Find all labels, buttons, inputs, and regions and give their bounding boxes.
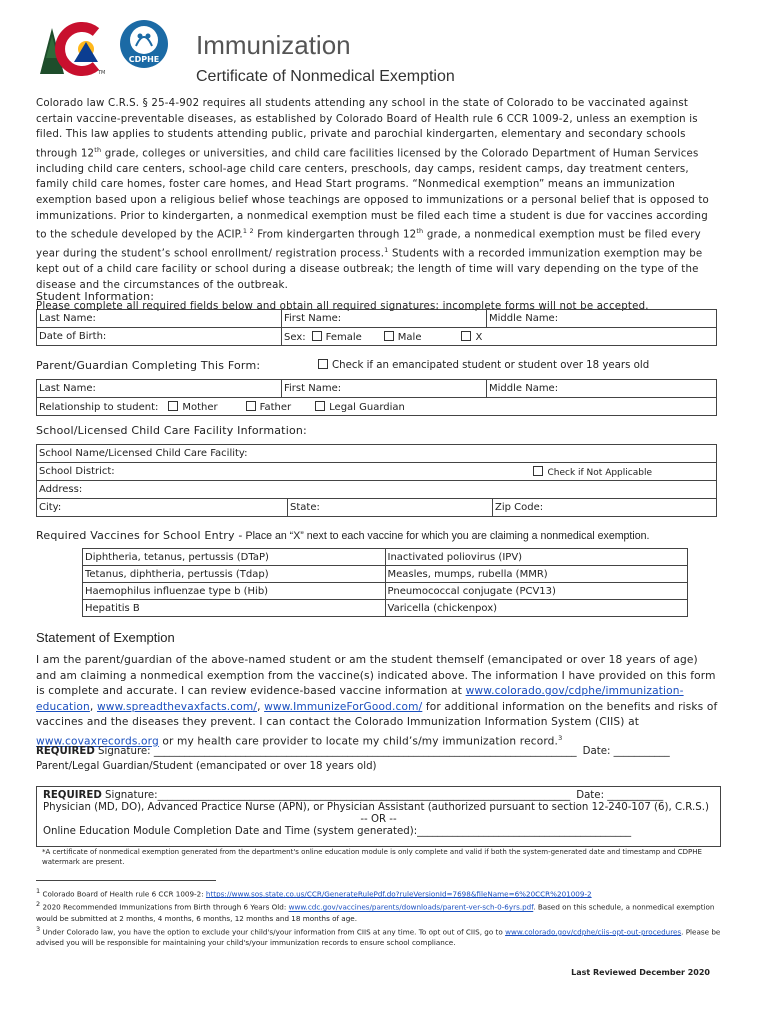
school-name-field[interactable]: School Name/Licensed Child Care Facility: bbox=[37, 445, 717, 463]
male-checkbox[interactable] bbox=[384, 331, 394, 341]
not-applicable-option bbox=[527, 466, 652, 478]
male-label: Male bbox=[397, 331, 422, 343]
cdc-schedule-link[interactable]: www.cdc.gov/vaccines/parents/downloads/parent-ver-sch-0-6yrs.pdf bbox=[288, 902, 534, 912]
student-middle-name-field[interactable]: Middle Name: bbox=[487, 310, 717, 328]
parent-signature-line[interactable] bbox=[36, 746, 726, 757]
statement-part: , bbox=[89, 700, 97, 713]
immunization-education-link[interactable]: www.colorado.gov/cdphe/immunization-education bbox=[36, 685, 684, 713]
footnote-2 bbox=[36, 899, 726, 923]
board-of-health-link[interactable]: https://www.sos.state.co.us/CCR/GenerateRulePdf.do?ruleVersionId=7698&fileName=6%20CCR%201009-2 bbox=[205, 889, 592, 899]
provider-signature-box bbox=[36, 786, 721, 847]
parent-signature-block bbox=[36, 746, 726, 772]
footnote-1 bbox=[36, 886, 726, 899]
signature-date: Date: ___________ bbox=[582, 746, 670, 757]
school-heading: School/Licensed Child Care Facility Information: bbox=[36, 424, 307, 437]
vaccine-ipv[interactable]: Inactivated poliovirus (IPV) bbox=[385, 549, 688, 566]
intro-part: Colorado law C.R.S. § 25-4-902 requires all students attending any school in the state of Colorado to be vaccinated against certain vaccine-preventable diseases, as established by Colorado Board of Health rule 6 CCR 1009-2, unless an exemption is filed. This law applies to students attending public, private and parochial kindergarten, elementary and secondary schools through 12 bbox=[36, 98, 698, 160]
statement-part: , bbox=[257, 700, 265, 713]
female-checkbox[interactable] bbox=[312, 331, 322, 341]
ciis-opt-out-link[interactable]: www.colorado.gov/cdphe/ciis-opt-out-procedures bbox=[505, 927, 682, 937]
legal-guardian-label: Legal Guardian bbox=[329, 401, 405, 413]
student-sex-field bbox=[282, 328, 717, 346]
x-label: X bbox=[475, 331, 483, 343]
mother-label: Mother bbox=[182, 401, 218, 413]
statement-heading: Statement of Exemption bbox=[36, 630, 175, 645]
footnote-ref: 1 2 bbox=[242, 227, 254, 236]
vaccine-pcv13[interactable]: Pneumococcal conjugate (PCV13) bbox=[385, 583, 688, 600]
parent-last-name-field[interactable]: Last Name: bbox=[37, 380, 282, 398]
not-applicable-checkbox[interactable] bbox=[533, 466, 543, 476]
parent-heading: Parent/Guardian Completing This Form: bbox=[36, 359, 261, 372]
required-label: REQUIRED bbox=[36, 746, 95, 757]
footnote-divider bbox=[36, 880, 216, 881]
superscript: th bbox=[94, 145, 102, 154]
parent-middle-name-field[interactable]: Middle Name: bbox=[487, 380, 717, 398]
intro-paragraph bbox=[36, 96, 716, 293]
footnote-number: 1 bbox=[36, 887, 41, 895]
footnote-text: Colorado Board of Health rule 6 CCR 1009-2: bbox=[42, 889, 206, 899]
statement-text bbox=[36, 653, 721, 750]
address-field[interactable]: Address: bbox=[37, 481, 717, 499]
father-label: Father bbox=[259, 401, 292, 413]
intro-part: grade, colleges or universities, and child care facilities licensed by the Colorado Department of Human Services including child care centers, school-age child care centers, preschools, day camps, resident camps, day treatment centers, family child care homes, foster care homes, and Head Start programs. “Nonmedical exemption” means an immunization exemption based upon a religious belief whose teachings are opposed to immunizations or a personal belief that is opposed to immunizations. Prior to kindergarten, a nonmedical exemption must be filed each time a student is due for vaccines according to the schedule developed by the ACIP. bbox=[36, 148, 709, 241]
female-label: Female bbox=[325, 331, 362, 343]
last-reviewed: Last Reviewed December 2020 bbox=[571, 968, 710, 977]
city-field[interactable]: City: bbox=[37, 499, 288, 517]
parent-first-name-field[interactable]: First Name: bbox=[282, 380, 487, 398]
school-district-label: School District: bbox=[39, 466, 115, 477]
footnote-text: 2020 Recommended Immunizations from Birth through 6 Years Old: bbox=[42, 902, 289, 912]
vaccine-hib[interactable]: Haemophilus influenzae type b (Hib) bbox=[83, 583, 386, 600]
footnote-ref: 3 bbox=[558, 733, 563, 742]
signature-label: Signature:_________________________________________________________________________________ bbox=[101, 790, 571, 801]
intro-part: From kindergarten through 12 bbox=[253, 229, 417, 241]
provider-signature-line[interactable] bbox=[37, 787, 720, 801]
statement-part: I am the parent/guardian of the above-named student or am the student themself (emancipated or over 18 years of age) and am claiming a nonmedical exemption from the vaccine(s) indicated above. The information I have provided on this form is complete and accurate. I can review evidence-based vaccine information at bbox=[36, 654, 716, 698]
relationship-label: Relationship to student: bbox=[39, 401, 159, 413]
footnote-text: . Based on this schedule, a nonmedical exemption would be submitted at 2 months, 4 months, 6 months, 12 months and 18 months of age. bbox=[36, 902, 715, 923]
student-dob-field[interactable]: Date of Birth: bbox=[37, 328, 282, 346]
x-checkbox[interactable] bbox=[461, 331, 471, 341]
relationship-field bbox=[37, 398, 717, 416]
footnote-ref: 1 bbox=[384, 246, 389, 255]
svg-text:TM: TM bbox=[98, 70, 106, 76]
vaccine-dtap[interactable]: Diphtheria, tetanus, pertussis (DTaP) bbox=[83, 549, 386, 566]
vaccines-instruction: Place an “X” next to each vaccine for which you are claiming a nonmedical exemption. bbox=[242, 530, 650, 542]
vaccine-hepb[interactable]: Hepatitis B bbox=[83, 600, 386, 617]
footnote-text: . Please be advised you will be responsible for maintaining your child's/your immunization records to ensure school compliance. bbox=[36, 927, 721, 948]
instructions-text: Please complete all required fields below and obtain all required signatures; incomplete forms will not be accepted. bbox=[36, 301, 649, 313]
intro-part: Students with a recorded immunization exemption may be kept out of a child care facility or school during a disease outbreak; the length of time will vary depending on the type of the disease and the circumstances of the outbreak. bbox=[36, 248, 703, 291]
page-title: Immunization bbox=[196, 30, 351, 60]
parent-signature-caption: Parent/Legal Guardian/Student (emancipated or over 18 years old) bbox=[36, 761, 377, 772]
page-subtitle: Certificate of Nonmedical Exemption bbox=[196, 68, 455, 85]
svg-text:CDPHE: CDPHE bbox=[128, 55, 160, 64]
covaxrecords-link[interactable]: www.covaxrecords.org bbox=[36, 735, 159, 748]
emancipated-checkbox[interactable] bbox=[318, 359, 328, 369]
student-heading: Student Information: bbox=[36, 290, 155, 303]
vaccine-varicella[interactable]: Varicella (chickenpox) bbox=[385, 600, 688, 617]
student-first-name-field[interactable]: First Name: bbox=[282, 310, 487, 328]
student-last-name-field[interactable]: Last Name: bbox=[37, 310, 282, 328]
school-table bbox=[36, 444, 717, 517]
student-table bbox=[36, 309, 717, 346]
parent-table bbox=[36, 379, 717, 416]
statement-part: for additional information on the benefits and risks of vaccines and the diseases they prevent. I can contact the Colorado Immunization Information System (CIIS) at bbox=[36, 700, 718, 729]
certificate-note: *A certificate of nonmedical exemption generated from the department's online education module is only complete and valid if both the system-generated date and timestamp and CDPHE watermark are present. bbox=[42, 848, 702, 866]
father-checkbox[interactable] bbox=[246, 401, 256, 411]
footnote-number: 3 bbox=[36, 924, 41, 933]
footnotes bbox=[36, 886, 726, 948]
footnote-text: Under Colorado law, you have the option to exclude your child's/your information from CIIS at any time. To opt out of CIIS, go to bbox=[42, 927, 506, 937]
footnote-number: 2 bbox=[36, 900, 41, 909]
intro-part: grade, a nonmedical exemption must be filed every year during the student’s school enrollment/ registration process. bbox=[36, 229, 701, 260]
spreadthevaxfacts-link[interactable]: www.spreadthevaxfacts.com/ bbox=[96, 700, 258, 713]
vaccines-title: Required Vaccines for School Entry - bbox=[36, 529, 243, 542]
logos bbox=[36, 18, 186, 81]
vaccines-table bbox=[82, 548, 688, 617]
vaccine-mmr[interactable]: Measles, mumps, rubella (MMR) bbox=[385, 566, 688, 583]
superscript: th bbox=[416, 227, 424, 236]
state-field[interactable]: State: bbox=[288, 499, 493, 517]
signature-label: Signature: ___________________________________________________________________________________ bbox=[94, 746, 577, 757]
vaccine-tdap[interactable]: Tetanus, diphtheria, pertussis (Tdap) bbox=[83, 566, 386, 583]
mother-checkbox[interactable] bbox=[168, 401, 178, 411]
legal-guardian-checkbox[interactable] bbox=[315, 401, 325, 411]
intro-text bbox=[36, 96, 716, 315]
online-module-field[interactable]: Online Education Module Completion Date and Time (system generated):__________________________________________ bbox=[43, 826, 632, 837]
sex-label: Sex: bbox=[284, 331, 306, 343]
not-applicable-label: Check if Not Applicable bbox=[547, 468, 652, 478]
statement-part: or my health care provider to locate my child’s/my immunization record. bbox=[158, 735, 559, 748]
emancipated-label: Check if an emancipated student or student over 18 years old bbox=[332, 360, 650, 371]
or-divider: -- OR -- bbox=[360, 814, 397, 825]
school-district-field[interactable] bbox=[37, 463, 717, 481]
emancipated-option bbox=[310, 359, 649, 371]
zip-field[interactable]: Zip Code: bbox=[493, 499, 717, 517]
signature-date: Date: ___________ bbox=[576, 790, 664, 801]
footnote-3 bbox=[36, 924, 726, 948]
colorado-logo bbox=[36, 18, 186, 78]
immunizeforgood-link[interactable]: www.ImmunizeForGood.com/ bbox=[264, 700, 423, 713]
required-label: REQUIRED bbox=[43, 790, 102, 801]
vaccines-heading bbox=[36, 529, 649, 542]
provider-caption: Physician (MD, DO), Advanced Practice Nurse (APN), or Physician Assistant (authorized pursuant to section 12-240-107 (6), C.R.S.) bbox=[43, 802, 709, 813]
